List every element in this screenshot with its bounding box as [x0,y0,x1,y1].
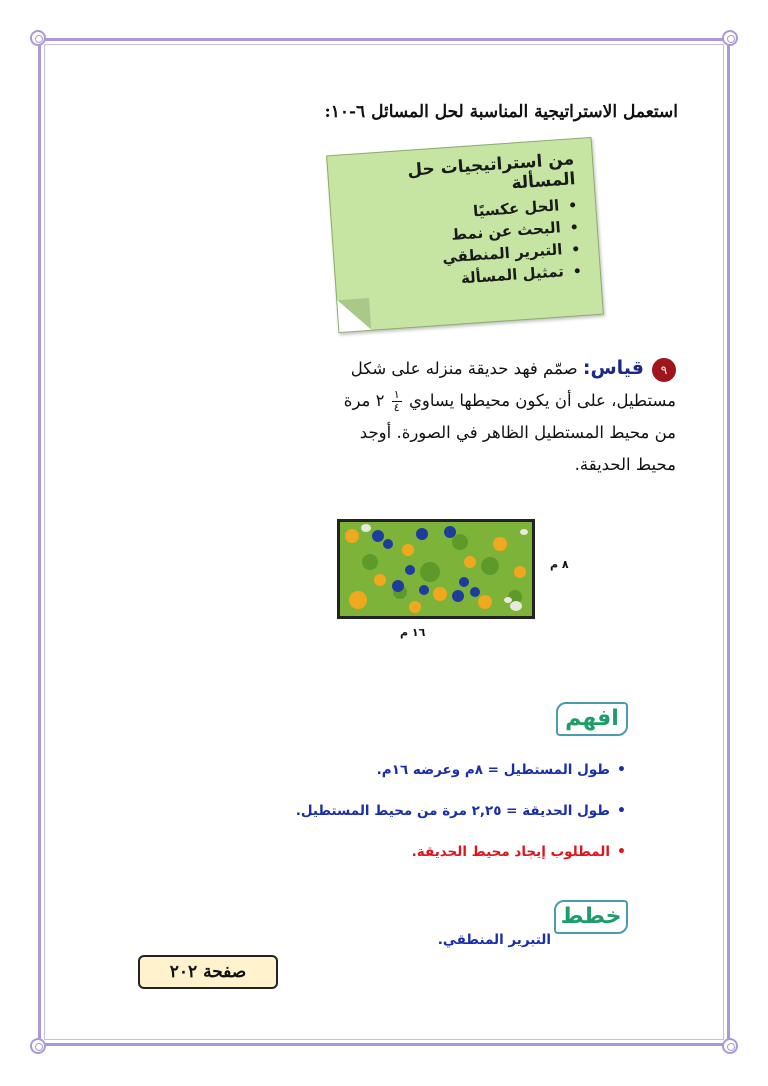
strategy-item: • التبرير المنطقي [344,240,563,273]
understand-bullet-goal: • المطلوب إيجاد محيط الحديقة. [166,844,626,860]
corner-ornament-bottom-left [30,1038,46,1054]
understand-bullet: • طول المستطيل = ٨م وعرضه ١٦م. [166,762,626,778]
problem-9 [316,352,676,481]
strategy-item: • الحل عكسيًا [341,196,560,229]
strategy-item: • تمثيل المسألة [346,262,565,295]
fraction-denominator: ٤ [393,401,400,414]
problem-label: قياس: [582,357,644,379]
page-number-box: صفحة ٢٠٢ [138,955,278,989]
strategy-item: • البحث عن نمط [343,218,562,251]
garden-image [337,519,535,619]
garden-height-label: ٨ م [550,558,569,571]
problem-text-line-1: صمّم فهد حديقة منزله على شكل [350,359,578,378]
strategies-title: من استراتيجيات حل المسألة [406,149,577,194]
strategies-note [326,137,604,333]
fraction-quarter [392,389,402,414]
corner-ornament-bottom-right [722,1038,738,1054]
plan-text: التبرير المنطقي. [437,932,551,948]
page-curl-icon [337,298,371,332]
problem-text-line-3: من محيط المستطيل الظاهر في الصورة. أوجد [359,423,676,442]
garden-width-label: ١٦ م [400,626,426,639]
plan-tag: خطط [554,900,628,934]
problem-text-line-2a: مستطيل، على أن يكون محيطها يساوي [408,391,676,410]
understand-tag: افهم [556,702,628,736]
problem-text-line-4: محيط الحديقة. [574,455,676,474]
garden-illustration [340,522,532,616]
corner-ornament-top-left [30,30,46,46]
problem-line-1 [316,352,676,385]
fraction-numerator: ١ [393,388,400,401]
problem-line-2 [316,385,676,417]
understand-bullets [166,762,626,885]
understand-bullet: • طول الحديقة = ٢,٢٥ مرة من محيط المستطيل. [166,803,626,819]
strategies-list [341,195,582,295]
problem-number-badge: ٩ [652,358,676,382]
instruction-heading: استعمل الاستراتيجية المناسبة لحل المسائل ٦-١٠: [324,102,678,122]
problem-text-line-2b: ٢ مرة [343,391,385,410]
corner-ornament-top-right [722,30,738,46]
